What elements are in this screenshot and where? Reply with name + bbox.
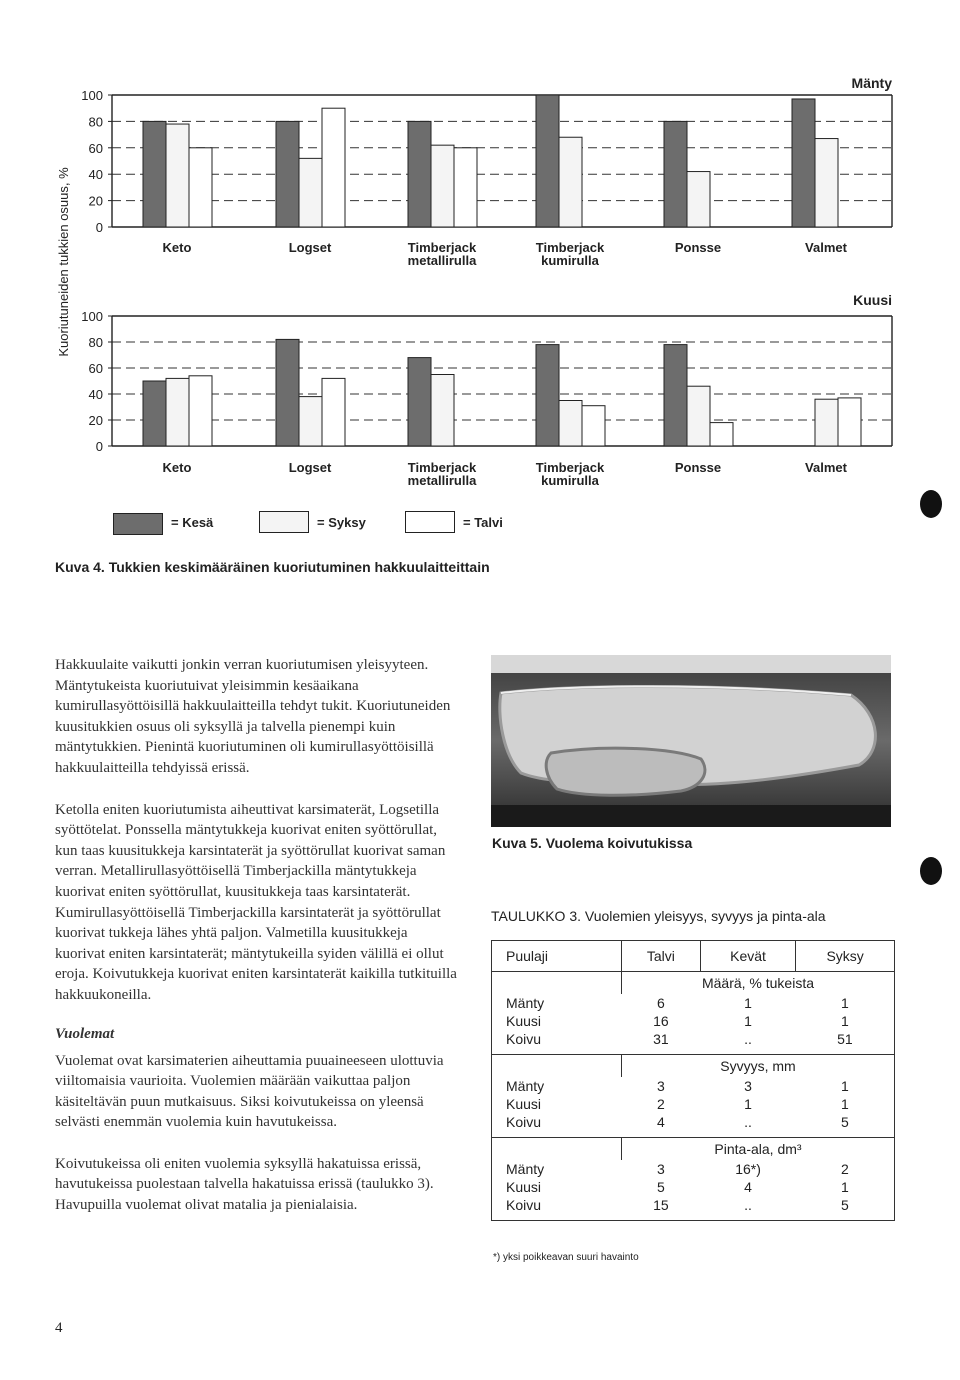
table-row <box>492 1012 895 1030</box>
table-cell: 1 <box>744 1013 752 1029</box>
legend-label-talvi: = Talvi <box>463 515 503 530</box>
bar-talvi <box>322 108 345 227</box>
table-row <box>492 1196 895 1214</box>
bar-kesä <box>536 345 559 446</box>
table-unit-row <box>492 972 895 995</box>
bar-syksy <box>299 397 322 446</box>
y-tick-label: 0 <box>95 220 103 235</box>
table-row <box>492 994 895 1012</box>
bar-syksy <box>431 145 454 227</box>
bar-kesä <box>664 345 687 446</box>
table-unit-row <box>492 1055 895 1078</box>
paragraph-4: Koivutukeissa oli eniten vuolemia syksyllä hakatuissa erissä, havutukeissa puolestaan talvella hakatuissa erissä (taulukko 3). Havupuilla vuolemat olivat matalia ja pienialaisia. <box>55 1155 434 1214</box>
y-tick-label: 60 <box>88 361 103 376</box>
bar-syksy <box>166 378 189 446</box>
x-category-label: Timberjack <box>407 460 477 475</box>
table-cell: 6 <box>657 995 665 1011</box>
x-category-label: metallirulla <box>407 253 477 268</box>
bar-syksy <box>815 399 838 446</box>
table-cell: .. <box>744 1031 752 1047</box>
y-tick-label: 100 <box>81 88 103 103</box>
table-unit-row <box>492 1138 895 1161</box>
bar-syksy <box>559 137 582 227</box>
table-cell: Kuusi <box>506 1179 542 1195</box>
bar-kesä <box>664 121 687 227</box>
bar-talvi <box>710 423 733 446</box>
y-axis-label: Kuoriutuneiden tukkien osuus, % <box>56 167 71 357</box>
margin-dot-bottom <box>920 857 942 885</box>
y-tick-label: 80 <box>88 335 103 350</box>
table-cell: 51 <box>837 1031 853 1047</box>
x-category-label: Logset <box>288 240 332 255</box>
legend-swatch-kesa <box>113 513 163 535</box>
table-cell: 16*) <box>735 1161 761 1177</box>
table-cell: 31 <box>653 1031 669 1047</box>
bar-talvi <box>322 378 345 446</box>
table-row <box>492 1095 895 1113</box>
table-cell: 15 <box>653 1197 669 1213</box>
x-category-label: Valmet <box>805 460 847 475</box>
legend-swatch-talvi <box>405 511 455 533</box>
bar-kesä <box>276 339 299 446</box>
bar-kesä <box>792 99 815 227</box>
table-cell: Koivu <box>506 1114 542 1130</box>
y-tick-label: 100 <box>81 309 103 324</box>
table-cell: 1 <box>840 1179 849 1195</box>
bar-syksy <box>687 386 710 446</box>
bar-syksy <box>815 139 838 227</box>
bar-kesä <box>143 381 166 446</box>
y-tick-label: 20 <box>88 193 103 209</box>
table-cell: Kuusi <box>506 1013 542 1029</box>
table-cell: 3 <box>744 1078 752 1094</box>
table-row <box>492 1030 895 1048</box>
x-category-label: metallirulla <box>407 473 477 488</box>
table-cell: Koivu <box>506 1197 542 1213</box>
bar-talvi <box>582 406 605 446</box>
bar-talvi <box>189 376 212 446</box>
table-cell: 4 <box>657 1114 665 1130</box>
table-cell: 2 <box>840 1161 849 1177</box>
bar-syksy <box>166 124 189 227</box>
table-cell: 16 <box>653 1013 669 1029</box>
table-header: Talvi <box>621 941 700 972</box>
table-cell: Koivu <box>506 1031 542 1047</box>
y-tick-label: 40 <box>88 387 103 402</box>
paragraph-1: Hakkuulaite vaikutti jonkin verran kuoriutumisen yleisyyteen. Mäntytukeista kuoriutuivat yleisimmin kesäaikana kumirullasyöttöisillä hakkuulaitteilla tehdyt tukit. Kuoriutuneiden kuusitukkien osuus oli syksyllä ja talvella pienempi kuin mäntytukkien. Pienintä kuoriutuminen oli kumirullasyöttöisillä hakkuulaitteilla tehdyissä erissä. <box>55 657 451 776</box>
paragraph-2: Ketolla eniten kuoriutumista aiheuttivat karsimaterät, Logsetilla syöttötelat. Ponssella mäntytukkeja kuorivat eniten syöttörullat, kun taas kuusitukkeja karsintaterät ja syöttörullat kuorivat saman verran. Metallirullasyöttöisellä Timberjackilla mäntytukkeja kuorivat eniten syöttörullat, kuusitukkeja taas karsintaterät. Kumirullasyöttöisellä Timberjackilla karsintaterät ja syöttörullat kuorivat tukkeja lähes yhtä paljon. Valmetilla kuusitukkeja kuorivat eniten karsintaterät; mäntytukeilla syiden välillä ei ollut eroja. Koivutukkeja kuorivat eniten karsintaterät kaikilla tutkituilla hakkuukoneilla. <box>55 801 457 1003</box>
bar-syksy <box>559 401 582 447</box>
table-cell: 1 <box>840 995 849 1011</box>
legend-label-kesa: = Kesä <box>171 515 214 530</box>
bar-talvi <box>838 398 861 446</box>
legend-swatch-syksy <box>259 511 309 533</box>
bar-syksy <box>687 172 710 227</box>
figure-4-caption: Kuva 4. Tukkien keskimääräinen kuoriutuminen hakkuulaitteittain <box>55 559 490 575</box>
figure-5-caption: Kuva 5. Vuolema koivutukissa <box>492 835 693 851</box>
table-cell: 3 <box>657 1078 665 1094</box>
table-header: Puulaji <box>492 941 622 972</box>
table-row <box>492 1077 895 1095</box>
section-heading-vuolemat: Vuolemat <box>55 1025 115 1042</box>
table-header-row <box>492 941 895 972</box>
x-category-label: Ponsse <box>674 240 722 255</box>
chart-title: Kuusi <box>853 292 892 308</box>
table-footnote: *) yksi poikkeavan suuri havainto <box>493 1252 639 1263</box>
table-cell: Mänty <box>506 995 545 1011</box>
table-cell: 5 <box>840 1197 849 1213</box>
page-number: 4 <box>55 1320 63 1336</box>
bar-talvi <box>454 148 477 227</box>
x-category-label: Keto <box>162 460 192 475</box>
bar-kesä <box>536 95 559 227</box>
photo-vuolema-koivutukissa <box>491 655 891 827</box>
table-unit-label: Pinta-ala, dm³ <box>621 1138 894 1161</box>
x-category-label: Timberjack <box>407 240 477 255</box>
left-column <box>55 655 457 1216</box>
bar-talvi <box>189 148 212 227</box>
table-cell: .. <box>744 1197 752 1213</box>
bar-kesä <box>408 358 431 446</box>
table-cell: Mänty <box>506 1078 545 1094</box>
paragraph-3: Vuolemat ovat karsimaterien aiheuttamia puuaineeseen ulottuvia viiltomaisia vaurioita. Vuolemien määrään vaikuttaa paljon käsiteltävän puun mutkaisuus. Siksi koivutukeissa on yleensä selvästi enemmän vuolemia kuin havutukeissa. <box>55 1052 444 1131</box>
table-cell: .. <box>744 1114 752 1130</box>
bar-kesä <box>143 121 166 227</box>
table-cell: 5 <box>657 1179 665 1195</box>
table-row <box>492 1113 895 1131</box>
table-cell: 4 <box>744 1179 752 1195</box>
table-cell: 1 <box>744 1096 752 1112</box>
y-tick-label: 40 <box>88 167 103 183</box>
table-cell: Kuusi <box>506 1096 542 1112</box>
legend-label-syksy: = Syksy <box>317 515 366 530</box>
table-title: TAULUKKO 3. Vuolemien yleisyys, syvyys ja pinta-ala <box>491 908 826 924</box>
table-cell: 5 <box>840 1114 849 1130</box>
table-unit-label: Syvyys, mm <box>621 1055 894 1078</box>
table-header: Kevät <box>700 941 795 972</box>
table-cell: 3 <box>657 1161 665 1177</box>
x-category-label: kumirulla <box>541 473 599 488</box>
table-unit-label: Määrä, % tukeista <box>621 972 894 995</box>
bar-syksy <box>431 375 454 447</box>
x-category-label: Keto <box>162 240 192 255</box>
bar-kesä <box>408 121 431 227</box>
x-category-label: Timberjack <box>535 460 605 475</box>
table-3 <box>491 940 895 1221</box>
y-tick-label: 20 <box>88 413 103 428</box>
table-cell: 1 <box>744 995 752 1011</box>
margin-dot-top <box>920 490 942 518</box>
x-category-label: Timberjack <box>535 240 605 255</box>
figure-4-charts <box>0 0 960 560</box>
bar-kesä <box>276 121 299 227</box>
table-cell: 1 <box>840 1078 849 1094</box>
bar-syksy <box>299 158 322 227</box>
y-tick-label: 80 <box>88 114 103 130</box>
table-row <box>492 1178 895 1196</box>
y-tick-label: 0 <box>95 439 103 454</box>
table-row <box>492 1160 895 1178</box>
table-cell: 1 <box>840 1096 849 1112</box>
y-tick-label: 60 <box>88 140 103 156</box>
x-category-label: Valmet <box>805 240 847 255</box>
table-cell: Mänty <box>506 1161 545 1177</box>
chart-title: Mänty <box>851 75 892 91</box>
x-category-label: kumirulla <box>541 253 599 268</box>
table-cell: 1 <box>840 1013 849 1029</box>
table-header: Syksy <box>796 941 895 972</box>
x-category-label: Ponsse <box>674 460 722 475</box>
photo-image <box>491 655 891 827</box>
table-cell: 2 <box>657 1096 665 1112</box>
x-category-label: Logset <box>288 460 332 475</box>
